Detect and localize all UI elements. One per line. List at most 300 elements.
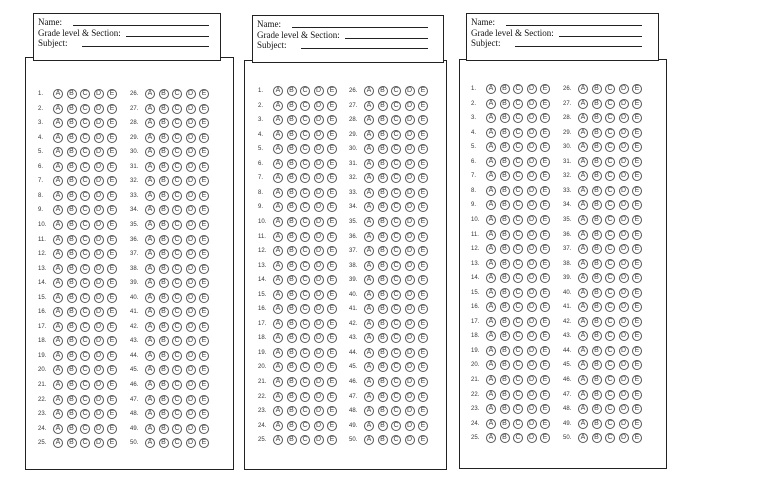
choice-bubble-e[interactable]: E [418, 348, 428, 358]
choice-bubble-d[interactable]: D [405, 406, 415, 416]
choice-bubble-a[interactable]: A [364, 261, 374, 271]
choice-bubble-c[interactable]: C [513, 99, 523, 109]
choice-bubble-c[interactable]: C [513, 331, 523, 341]
choice-bubble-b[interactable]: B [500, 200, 510, 210]
choice-bubble-d[interactable]: D [527, 142, 537, 152]
choice-bubble-a[interactable]: A [578, 200, 588, 210]
choice-bubble-c[interactable]: C [172, 162, 182, 172]
choice-bubble-a[interactable]: A [145, 424, 155, 434]
choice-bubble-a[interactable]: A [273, 275, 283, 285]
choice-bubble-e[interactable]: E [540, 215, 550, 225]
choice-bubble-b[interactable]: B [159, 351, 169, 361]
choice-bubble-a[interactable]: A [486, 215, 496, 225]
choice-bubble-e[interactable]: E [418, 435, 428, 445]
choice-bubble-d[interactable]: D [314, 130, 324, 140]
choice-bubble-b[interactable]: B [378, 406, 388, 416]
choice-bubble-d[interactable]: D [314, 333, 324, 343]
choice-bubble-c[interactable]: C [605, 346, 615, 356]
choice-bubble-e[interactable]: E [540, 346, 550, 356]
choice-bubble-c[interactable]: C [172, 278, 182, 288]
choice-bubble-e[interactable]: E [540, 302, 550, 312]
choice-bubble-c[interactable]: C [80, 162, 90, 172]
choice-bubble-e[interactable]: E [632, 244, 642, 254]
choice-bubble-c[interactable]: C [80, 220, 90, 230]
choice-bubble-d[interactable]: D [186, 438, 196, 448]
choice-bubble-e[interactable]: E [327, 144, 337, 154]
choice-bubble-b[interactable]: B [67, 351, 77, 361]
choice-bubble-e[interactable]: E [540, 259, 550, 269]
choice-bubble-e[interactable]: E [107, 395, 117, 405]
choice-bubble-e[interactable]: E [107, 147, 117, 157]
blank-line[interactable] [345, 38, 428, 39]
choice-bubble-c[interactable]: C [300, 435, 310, 445]
choice-bubble-b[interactable]: B [67, 133, 77, 143]
choice-bubble-a[interactable]: A [53, 235, 63, 245]
choice-bubble-c[interactable]: C [513, 317, 523, 327]
choice-bubble-c[interactable]: C [391, 261, 401, 271]
choice-bubble-e[interactable]: E [540, 419, 550, 429]
choice-bubble-c[interactable]: C [391, 86, 401, 96]
choice-bubble-a[interactable]: A [578, 142, 588, 152]
choice-bubble-b[interactable]: B [159, 249, 169, 259]
choice-bubble-b[interactable]: B [592, 84, 602, 94]
choice-bubble-a[interactable]: A [273, 290, 283, 300]
choice-bubble-d[interactable]: D [94, 147, 104, 157]
choice-bubble-d[interactable]: D [94, 118, 104, 128]
choice-bubble-b[interactable]: B [159, 322, 169, 332]
choice-bubble-e[interactable]: E [199, 89, 209, 99]
choice-bubble-c[interactable]: C [605, 200, 615, 210]
choice-bubble-e[interactable]: E [540, 360, 550, 370]
choice-bubble-e[interactable]: E [107, 220, 117, 230]
choice-bubble-a[interactable]: A [53, 89, 63, 99]
choice-bubble-b[interactable]: B [592, 171, 602, 181]
choice-bubble-c[interactable]: C [172, 147, 182, 157]
choice-bubble-a[interactable]: A [145, 220, 155, 230]
choice-bubble-b[interactable]: B [159, 380, 169, 390]
choice-bubble-d[interactable]: D [314, 348, 324, 358]
choice-bubble-a[interactable]: A [273, 421, 283, 431]
choice-bubble-c[interactable]: C [605, 230, 615, 240]
choice-bubble-e[interactable]: E [327, 304, 337, 314]
choice-bubble-b[interactable]: B [592, 419, 602, 429]
blank-line[interactable] [301, 48, 428, 49]
choice-bubble-c[interactable]: C [605, 259, 615, 269]
choice-bubble-b[interactable]: B [67, 205, 77, 215]
choice-bubble-c[interactable]: C [80, 409, 90, 419]
choice-bubble-d[interactable]: D [94, 351, 104, 361]
choice-bubble-a[interactable]: A [53, 380, 63, 390]
choice-bubble-a[interactable]: A [486, 273, 496, 283]
choice-bubble-a[interactable]: A [145, 438, 155, 448]
choice-bubble-d[interactable]: D [619, 331, 629, 341]
choice-bubble-b[interactable]: B [378, 86, 388, 96]
choice-bubble-a[interactable]: A [486, 317, 496, 327]
choice-bubble-b[interactable]: B [592, 331, 602, 341]
choice-bubble-b[interactable]: B [159, 438, 169, 448]
choice-bubble-b[interactable]: B [500, 171, 510, 181]
subject-field[interactable] [38, 38, 68, 48]
choice-bubble-b[interactable]: B [67, 336, 77, 346]
choice-bubble-c[interactable]: C [300, 101, 310, 111]
choice-bubble-c[interactable]: C [172, 336, 182, 346]
choice-bubble-c[interactable]: C [391, 232, 401, 242]
choice-bubble-e[interactable]: E [540, 375, 550, 385]
choice-bubble-d[interactable]: D [94, 307, 104, 317]
choice-bubble-b[interactable]: B [378, 275, 388, 285]
choice-bubble-b[interactable]: B [500, 317, 510, 327]
choice-bubble-e[interactable]: E [199, 235, 209, 245]
choice-bubble-c[interactable]: C [513, 230, 523, 240]
choice-bubble-a[interactable]: A [273, 144, 283, 154]
choice-bubble-c[interactable]: C [172, 365, 182, 375]
choice-bubble-a[interactable]: A [578, 186, 588, 196]
choice-bubble-c[interactable]: C [172, 249, 182, 259]
choice-bubble-c[interactable]: C [80, 293, 90, 303]
choice-bubble-c[interactable]: C [172, 176, 182, 186]
choice-bubble-b[interactable]: B [378, 232, 388, 242]
choice-bubble-d[interactable]: D [405, 392, 415, 402]
choice-bubble-c[interactable]: C [605, 215, 615, 225]
choice-bubble-e[interactable]: E [632, 215, 642, 225]
choice-bubble-c[interactable]: C [605, 317, 615, 327]
choice-bubble-b[interactable]: B [287, 173, 297, 183]
choice-bubble-a[interactable]: A [364, 406, 374, 416]
choice-bubble-a[interactable]: A [145, 176, 155, 186]
choice-bubble-a[interactable]: A [145, 205, 155, 215]
choice-bubble-c[interactable]: C [605, 288, 615, 298]
choice-bubble-b[interactable]: B [378, 261, 388, 271]
choice-bubble-c[interactable]: C [172, 380, 182, 390]
choice-bubble-e[interactable]: E [107, 205, 117, 215]
choice-bubble-c[interactable]: C [300, 202, 310, 212]
choice-bubble-b[interactable]: B [378, 392, 388, 402]
choice-bubble-c[interactable]: C [513, 200, 523, 210]
blank-line[interactable] [506, 25, 642, 26]
choice-bubble-d[interactable]: D [186, 424, 196, 434]
choice-bubble-b[interactable]: B [378, 319, 388, 329]
choice-bubble-e[interactable]: E [327, 362, 337, 372]
choice-bubble-c[interactable]: C [605, 360, 615, 370]
choice-bubble-a[interactable]: A [578, 84, 588, 94]
choice-bubble-a[interactable]: A [364, 304, 374, 314]
choice-bubble-d[interactable]: D [186, 191, 196, 201]
choice-bubble-c[interactable]: C [80, 249, 90, 259]
choice-bubble-e[interactable]: E [107, 322, 117, 332]
choice-bubble-d[interactable]: D [314, 290, 324, 300]
choice-bubble-b[interactable]: B [592, 244, 602, 254]
choice-bubble-c[interactable]: C [172, 438, 182, 448]
choice-bubble-a[interactable]: A [145, 365, 155, 375]
choice-bubble-c[interactable]: C [80, 118, 90, 128]
choice-bubble-b[interactable]: B [500, 215, 510, 225]
choice-bubble-d[interactable]: D [619, 186, 629, 196]
choice-bubble-e[interactable]: E [107, 235, 117, 245]
choice-bubble-e[interactable]: E [540, 157, 550, 167]
choice-bubble-c[interactable]: C [172, 264, 182, 274]
choice-bubble-d[interactable]: D [619, 200, 629, 210]
choice-bubble-b[interactable]: B [592, 360, 602, 370]
choice-bubble-a[interactable]: A [53, 264, 63, 274]
choice-bubble-e[interactable]: E [418, 275, 428, 285]
choice-bubble-c[interactable]: C [391, 377, 401, 387]
choice-bubble-e[interactable]: E [107, 176, 117, 186]
choice-bubble-c[interactable]: C [513, 259, 523, 269]
choice-bubble-a[interactable]: A [364, 232, 374, 242]
choice-bubble-c[interactable]: C [300, 130, 310, 140]
choice-bubble-b[interactable]: B [67, 220, 77, 230]
choice-bubble-b[interactable]: B [159, 278, 169, 288]
choice-bubble-e[interactable]: E [327, 202, 337, 212]
choice-bubble-d[interactable]: D [94, 191, 104, 201]
choice-bubble-b[interactable]: B [67, 409, 77, 419]
choice-bubble-c[interactable]: C [513, 215, 523, 225]
choice-bubble-a[interactable]: A [486, 200, 496, 210]
choice-bubble-d[interactable]: D [314, 188, 324, 198]
choice-bubble-e[interactable]: E [540, 113, 550, 123]
choice-bubble-c[interactable]: C [391, 406, 401, 416]
choice-bubble-d[interactable]: D [527, 317, 537, 327]
choice-bubble-c[interactable]: C [300, 261, 310, 271]
choice-bubble-b[interactable]: B [592, 142, 602, 152]
choice-bubble-e[interactable]: E [540, 84, 550, 94]
choice-bubble-e[interactable]: E [540, 142, 550, 152]
choice-bubble-e[interactable]: E [632, 84, 642, 94]
choice-bubble-e[interactable]: E [107, 104, 117, 114]
choice-bubble-a[interactable]: A [145, 264, 155, 274]
choice-bubble-e[interactable]: E [540, 404, 550, 414]
choice-bubble-c[interactable]: C [300, 188, 310, 198]
grade-section-field[interactable] [471, 28, 554, 38]
choice-bubble-a[interactable]: A [53, 395, 63, 405]
subject-field[interactable] [471, 38, 501, 48]
choice-bubble-b[interactable]: B [592, 302, 602, 312]
choice-bubble-e[interactable]: E [632, 171, 642, 181]
choice-bubble-c[interactable]: C [80, 424, 90, 434]
choice-bubble-d[interactable]: D [527, 113, 537, 123]
choice-bubble-c[interactable]: C [391, 159, 401, 169]
choice-bubble-e[interactable]: E [107, 409, 117, 419]
choice-bubble-e[interactable]: E [327, 115, 337, 125]
choice-bubble-d[interactable]: D [527, 288, 537, 298]
choice-bubble-b[interactable]: B [378, 290, 388, 300]
choice-bubble-b[interactable]: B [378, 246, 388, 256]
choice-bubble-e[interactable]: E [632, 128, 642, 138]
choice-bubble-d[interactable]: D [94, 176, 104, 186]
choice-bubble-a[interactable]: A [364, 246, 374, 256]
choice-bubble-a[interactable]: A [53, 176, 63, 186]
choice-bubble-a[interactable]: A [486, 244, 496, 254]
choice-bubble-b[interactable]: B [287, 86, 297, 96]
choice-bubble-b[interactable]: B [159, 220, 169, 230]
name-field[interactable] [471, 17, 495, 27]
choice-bubble-e[interactable]: E [199, 118, 209, 128]
choice-bubble-e[interactable]: E [632, 259, 642, 269]
choice-bubble-c[interactable]: C [513, 375, 523, 385]
choice-bubble-a[interactable]: A [364, 217, 374, 227]
choice-bubble-a[interactable]: A [273, 130, 283, 140]
choice-bubble-a[interactable]: A [364, 377, 374, 387]
choice-bubble-a[interactable]: A [578, 419, 588, 429]
choice-bubble-b[interactable]: B [67, 104, 77, 114]
choice-bubble-d[interactable]: D [619, 404, 629, 414]
choice-bubble-e[interactable]: E [418, 406, 428, 416]
choice-bubble-a[interactable]: A [53, 351, 63, 361]
choice-bubble-d[interactable]: D [405, 261, 415, 271]
choice-bubble-e[interactable]: E [199, 220, 209, 230]
choice-bubble-b[interactable]: B [500, 230, 510, 240]
choice-bubble-a[interactable]: A [578, 273, 588, 283]
choice-bubble-c[interactable]: C [391, 202, 401, 212]
choice-bubble-b[interactable]: B [592, 390, 602, 400]
choice-bubble-e[interactable]: E [632, 419, 642, 429]
choice-bubble-a[interactable]: A [53, 307, 63, 317]
choice-bubble-b[interactable]: B [159, 293, 169, 303]
choice-bubble-e[interactable]: E [199, 351, 209, 361]
choice-bubble-b[interactable]: B [67, 365, 77, 375]
choice-bubble-d[interactable]: D [527, 375, 537, 385]
choice-bubble-b[interactable]: B [287, 421, 297, 431]
choice-bubble-e[interactable]: E [199, 104, 209, 114]
choice-bubble-d[interactable]: D [94, 409, 104, 419]
choice-bubble-a[interactable]: A [486, 157, 496, 167]
choice-bubble-e[interactable]: E [327, 188, 337, 198]
choice-bubble-e[interactable]: E [418, 377, 428, 387]
choice-bubble-a[interactable]: A [145, 235, 155, 245]
choice-bubble-a[interactable]: A [486, 390, 496, 400]
choice-bubble-e[interactable]: E [107, 424, 117, 434]
choice-bubble-e[interactable]: E [327, 232, 337, 242]
choice-bubble-d[interactable]: D [186, 176, 196, 186]
choice-bubble-c[interactable]: C [80, 351, 90, 361]
choice-bubble-a[interactable]: A [53, 220, 63, 230]
choice-bubble-e[interactable]: E [632, 302, 642, 312]
choice-bubble-b[interactable]: B [500, 157, 510, 167]
choice-bubble-e[interactable]: E [418, 392, 428, 402]
choice-bubble-c[interactable]: C [605, 375, 615, 385]
choice-bubble-d[interactable]: D [314, 217, 324, 227]
choice-bubble-e[interactable]: E [540, 273, 550, 283]
choice-bubble-b[interactable]: B [67, 176, 77, 186]
choice-bubble-c[interactable]: C [605, 331, 615, 341]
choice-bubble-e[interactable]: E [418, 144, 428, 154]
choice-bubble-d[interactable]: D [619, 99, 629, 109]
choice-bubble-a[interactable]: A [486, 419, 496, 429]
choice-bubble-a[interactable]: A [273, 319, 283, 329]
choice-bubble-c[interactable]: C [300, 275, 310, 285]
choice-bubble-c[interactable]: C [172, 322, 182, 332]
choice-bubble-c[interactable]: C [172, 205, 182, 215]
choice-bubble-a[interactable]: A [578, 404, 588, 414]
choice-bubble-e[interactable]: E [107, 351, 117, 361]
choice-bubble-b[interactable]: B [500, 128, 510, 138]
choice-bubble-e[interactable]: E [327, 86, 337, 96]
choice-bubble-d[interactable]: D [405, 232, 415, 242]
choice-bubble-d[interactable]: D [405, 348, 415, 358]
choice-bubble-c[interactable]: C [391, 290, 401, 300]
choice-bubble-a[interactable]: A [53, 162, 63, 172]
choice-bubble-e[interactable]: E [418, 115, 428, 125]
choice-bubble-e[interactable]: E [107, 89, 117, 99]
choice-bubble-a[interactable]: A [145, 322, 155, 332]
choice-bubble-c[interactable]: C [605, 186, 615, 196]
choice-bubble-d[interactable]: D [527, 128, 537, 138]
choice-bubble-d[interactable]: D [314, 435, 324, 445]
choice-bubble-e[interactable]: E [632, 317, 642, 327]
choice-bubble-e[interactable]: E [199, 307, 209, 317]
choice-bubble-e[interactable]: E [418, 101, 428, 111]
choice-bubble-a[interactable]: A [364, 333, 374, 343]
blank-line[interactable] [82, 46, 209, 47]
choice-bubble-d[interactable]: D [94, 162, 104, 172]
choice-bubble-e[interactable]: E [632, 404, 642, 414]
choice-bubble-e[interactable]: E [418, 304, 428, 314]
choice-bubble-c[interactable]: C [391, 275, 401, 285]
choice-bubble-e[interactable]: E [199, 205, 209, 215]
choice-bubble-b[interactable]: B [287, 188, 297, 198]
choice-bubble-e[interactable]: E [632, 390, 642, 400]
choice-bubble-e[interactable]: E [418, 188, 428, 198]
choice-bubble-e[interactable]: E [199, 278, 209, 288]
choice-bubble-c[interactable]: C [300, 159, 310, 169]
choice-bubble-a[interactable]: A [364, 421, 374, 431]
choice-bubble-a[interactable]: A [364, 115, 374, 125]
choice-bubble-a[interactable]: A [273, 362, 283, 372]
choice-bubble-d[interactable]: D [94, 205, 104, 215]
choice-bubble-e[interactable]: E [632, 99, 642, 109]
choice-bubble-a[interactable]: A [53, 205, 63, 215]
choice-bubble-d[interactable]: D [619, 230, 629, 240]
choice-bubble-d[interactable]: D [186, 220, 196, 230]
choice-bubble-e[interactable]: E [540, 99, 550, 109]
choice-bubble-e[interactable]: E [199, 162, 209, 172]
choice-bubble-b[interactable]: B [287, 202, 297, 212]
choice-bubble-e[interactable]: E [540, 331, 550, 341]
choice-bubble-d[interactable]: D [527, 331, 537, 341]
choice-bubble-d[interactable]: D [314, 421, 324, 431]
choice-bubble-d[interactable]: D [619, 113, 629, 123]
choice-bubble-c[interactable]: C [391, 130, 401, 140]
choice-bubble-b[interactable]: B [159, 176, 169, 186]
choice-bubble-b[interactable]: B [67, 438, 77, 448]
choice-bubble-b[interactable]: B [287, 290, 297, 300]
choice-bubble-d[interactable]: D [186, 104, 196, 114]
choice-bubble-b[interactable]: B [500, 360, 510, 370]
choice-bubble-c[interactable]: C [513, 186, 523, 196]
choice-bubble-b[interactable]: B [500, 419, 510, 429]
choice-bubble-a[interactable]: A [578, 302, 588, 312]
choice-bubble-b[interactable]: B [592, 259, 602, 269]
choice-bubble-b[interactable]: B [500, 142, 510, 152]
choice-bubble-b[interactable]: B [500, 390, 510, 400]
choice-bubble-b[interactable]: B [500, 433, 510, 443]
choice-bubble-b[interactable]: B [500, 288, 510, 298]
choice-bubble-d[interactable]: D [186, 322, 196, 332]
choice-bubble-c[interactable]: C [80, 365, 90, 375]
choice-bubble-e[interactable]: E [632, 186, 642, 196]
choice-bubble-d[interactable]: D [619, 317, 629, 327]
choice-bubble-e[interactable]: E [327, 348, 337, 358]
choice-bubble-e[interactable]: E [632, 288, 642, 298]
choice-bubble-b[interactable]: B [159, 104, 169, 114]
choice-bubble-b[interactable]: B [500, 375, 510, 385]
choice-bubble-e[interactable]: E [199, 380, 209, 390]
choice-bubble-a[interactable]: A [145, 191, 155, 201]
choice-bubble-d[interactable]: D [405, 319, 415, 329]
choice-bubble-c[interactable]: C [300, 86, 310, 96]
choice-bubble-e[interactable]: E [199, 133, 209, 143]
choice-bubble-b[interactable]: B [287, 333, 297, 343]
